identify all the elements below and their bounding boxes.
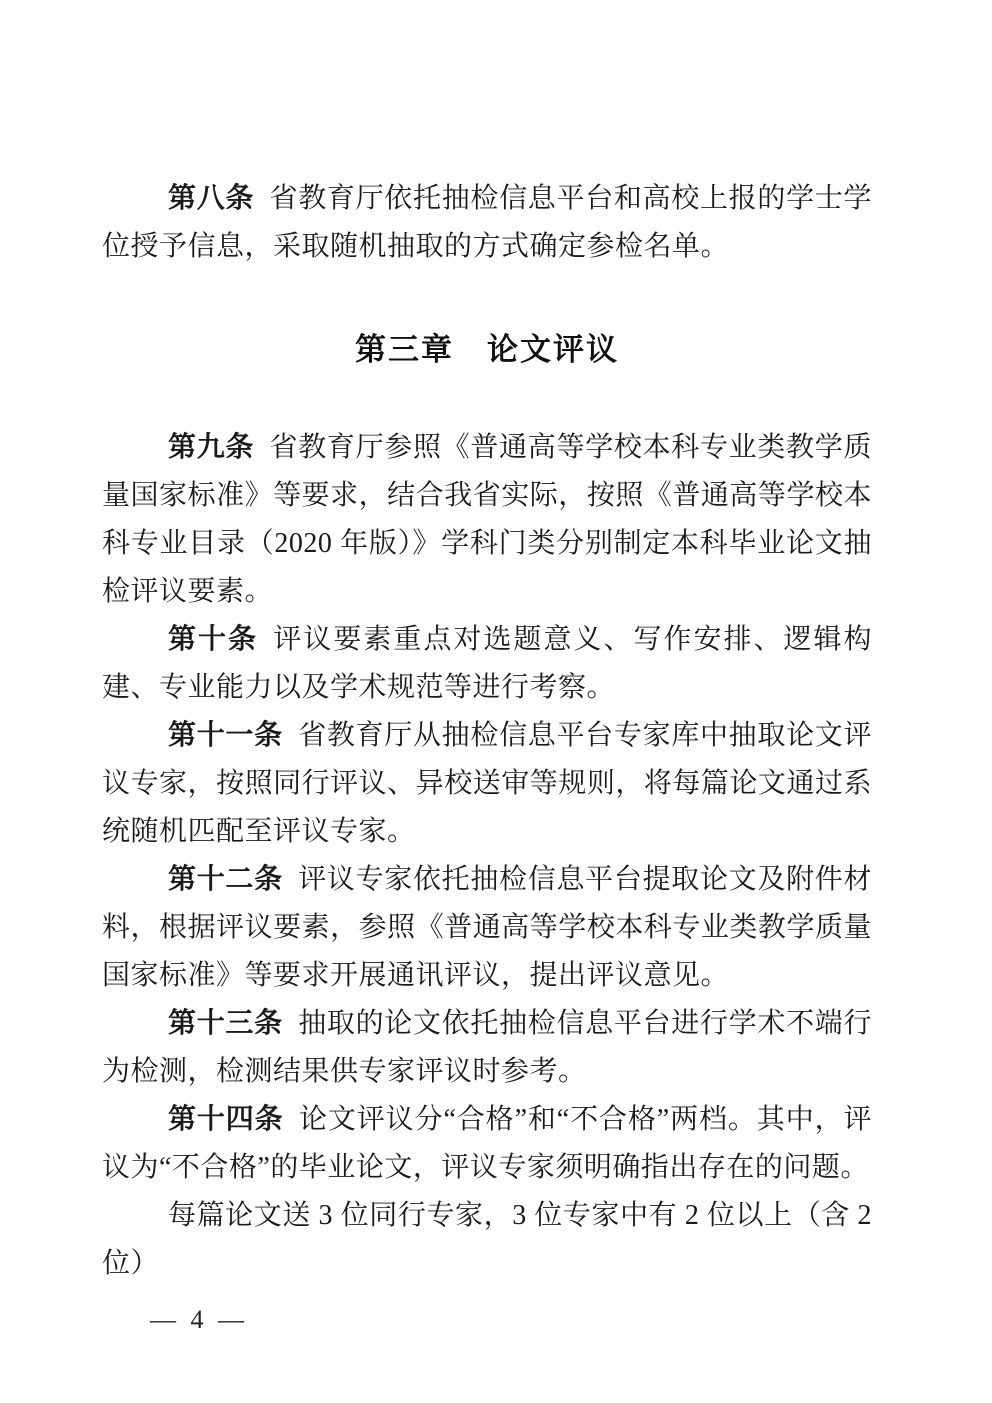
article-9-label: 第九条 [168,432,255,463]
chapter-3-heading: 第三章 论文评议 [355,332,619,367]
continuation-text: 每篇论文送 3 位同行专家，3 位专家中有 2 位以上（含 2 位） [102,1200,872,1279]
article-11-text: 省教育厅从抽检信息平台专家库中抽取论文评议专家，按照同行评议、异校送审等规则，将每篇论文通过系统随机匹配至评议专家。 [102,720,872,847]
article-13-text: 抽取的论文依托抽检信息平台进行学术不端行为检测，检测结果供专家评议时参考。 [102,1008,872,1087]
article-8-paragraph [102,175,872,271]
article-12-text: 评议专家依托抽检信息平台提取论文及附件材料，根据评议要素，参照《普通高等学校本科专业类教学质量国家标准》等要求开展通讯评议，提出评议意见。 [102,864,872,991]
article-11-paragraph [102,712,872,856]
article-12-label: 第十二条 [168,864,283,895]
article-8-text: 省教育厅依托抽检信息平台和高校上报的学士学位授予信息，采取随机抽取的方式确定参检名单。 [102,183,872,262]
article-9-text: 省教育厅参照《普通高等学校本科专业类教学质量国家标准》等要求，结合我省实际，按照《普通高等学校本科专业目录（2020 年版）》学科门类分别制定本科毕业论文抽检评议要素。 [102,432,872,607]
document-body [102,175,872,1288]
continuation-paragraph [102,1192,872,1288]
article-10-paragraph [102,616,872,712]
page-number: — 4 — [150,1305,248,1334]
article-14-paragraph [102,1096,872,1192]
article-13-paragraph [102,1000,872,1096]
article-14-text: 论文评议分“合格”和“不合格”两档。其中，评议为“不合格”的毕业论文，评议专家须明确指出存在的问题。 [102,1104,872,1183]
article-11-label: 第十一条 [168,720,283,751]
article-9-paragraph [102,424,872,616]
article-14-label: 第十四条 [168,1104,284,1135]
article-10-text: 评议要素重点对选题意义、写作安排、逻辑构建、专业能力以及学术规范等进行考察。 [102,624,872,703]
article-10-label: 第十条 [168,624,259,655]
article-13-label: 第十三条 [168,1008,283,1039]
article-8-label: 第八条 [168,183,255,214]
article-12-paragraph [102,856,872,1000]
